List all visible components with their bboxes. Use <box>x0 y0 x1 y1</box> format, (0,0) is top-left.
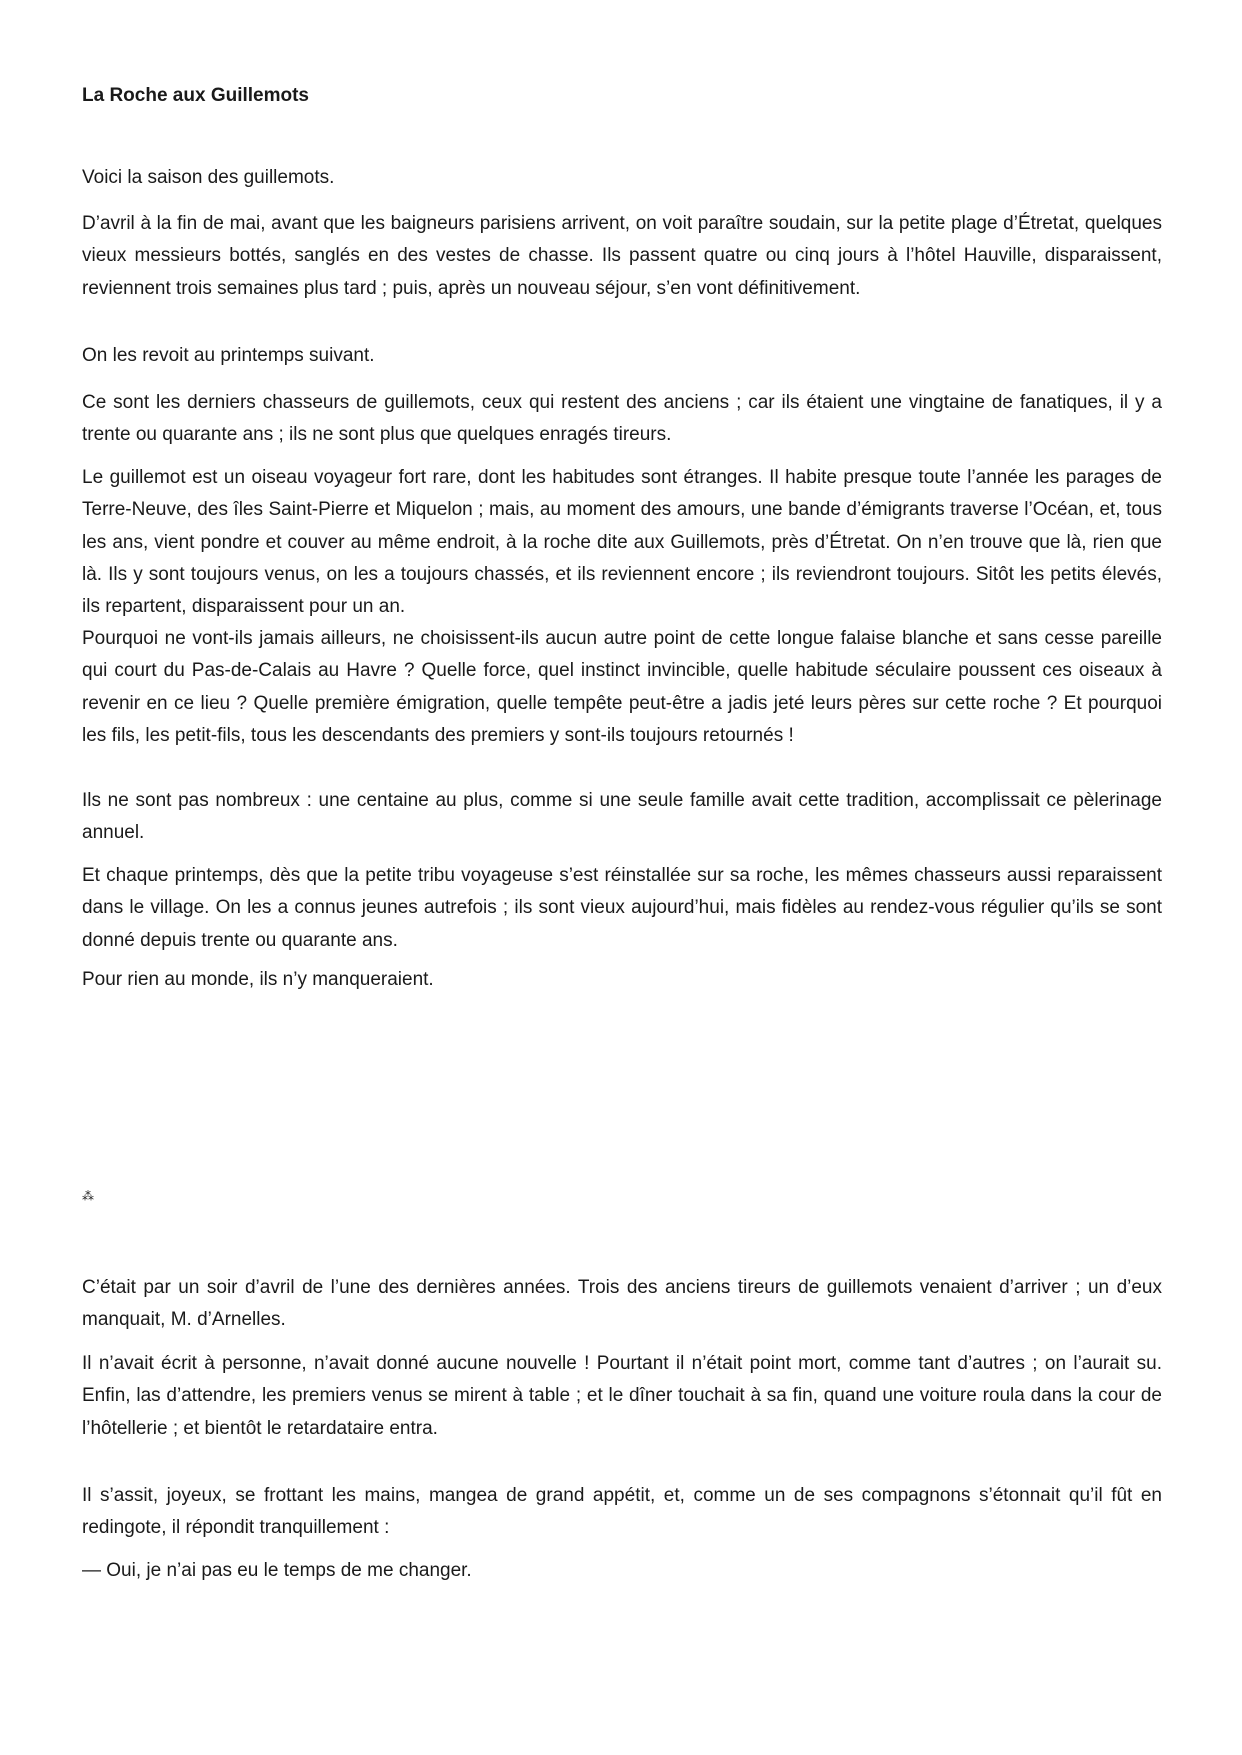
paragraph: Pourquoi ne vont-ils jamais ailleurs, ne choisissent-ils aucun autre point de cette longue falaise blanche et sans cesse pareille qui court du Pas-de-Calais au Havre ? Quelle force, quel instinct invincible, quelle habitude séculaire poussent ces oiseaux à revenir en ce lieu ? Quelle première émigration, quelle tempête peut-être a jadis jeté leurs pères sur cette roche ? Et pourquoi les fils, les petit-fils, tous les descendants des premiers y sont-ils toujours retournés ! <box>82 628 1162 746</box>
document-title: La Roche aux Guillemots <box>82 85 309 106</box>
paragraph: Ce sont les derniers chasseurs de guillemots, ceux qui restent des anciens ; car ils étaient une vingtaine de fanatiques, il y a trente ou quarante ans ; ils ne sont plus que quelques enragés tireurs. <box>82 392 1162 446</box>
paragraph: Ils ne sont pas nombreux : une centaine au plus, comme si une seule famille avait cette tradition, accomplissait ce pèlerinage annuel. <box>82 790 1162 844</box>
paragraph: Le guillemot est un oiseau voyageur fort rare, dont les habitudes sont étranges. Il habite presque toute l’année les parages de Terre-Neuve, des îles Saint-Pierre et Miquelon ; mais, au moment des amours, une bande d’émigrants traverse l’Océan, et, tous les ans, vient pondre et couver au même endroit, à la roche dite aux Guillemots, près d’Étretat. On n’en trouve que là, rien que là. Ils y sont toujours venus, on les a toujours chassés, et ils reviennent encore ; ils reviendront toujours. Sitôt les petits élevés, ils repartent, disparaissent pour un an. <box>82 467 1162 618</box>
paragraph: Il s’assit, joyeux, se frottant les mains, mangea de grand appétit, et, comme un de ses compagnons s’étonnait qu’il fût en redingote, il répondit tranquillement : <box>82 1485 1162 1539</box>
paragraph: D’avril à la fin de mai, avant que les baigneurs parisiens arrivent, on voit paraître soudain, sur la petite plage d’Étretat, quelques vieux messieurs bottés, sanglés en des vestes de chasse. Ils passent quatre ou cinq jours à l’hôtel Hauville, disparaissent, reviennent trois semaines plus tard ; puis, après un nouveau séjour, s’en vont définitivement. <box>82 213 1162 299</box>
paragraph: Voici la saison des guillemots. <box>82 167 335 188</box>
section-separator: ⁂ <box>82 1189 94 1203</box>
paragraph: On les revoit au printemps suivant. <box>82 345 375 366</box>
paragraph: Et chaque printemps, dès que la petite tribu voyageuse s’est réinstallée sur sa roche, les mêmes chasseurs aussi reparaissent dans le village. On les a connus jeunes autrefois ; ils sont vieux aujourd’hui, mais fidèles au rendez-vous régulier qu’ils se sont donné depuis trente ou quarante ans. <box>82 865 1162 951</box>
paragraph: C’était par un soir d’avril de l’une des dernières années. Trois des anciens tireurs de guillemots venaient d’arriver ; un d’eux manquait, M. d’Arnelles. <box>82 1277 1162 1331</box>
paragraph: Pour rien au monde, ils n’y manqueraient. <box>82 969 434 990</box>
paragraph: — Oui, je n’ai pas eu le temps de me changer. <box>82 1560 472 1581</box>
paragraph: Il n’avait écrit à personne, n’avait donné aucune nouvelle ! Pourtant il n’était point mort, comme tant d’autres ; on l’aurait su. Enfin, las d’attendre, les premiers venus se mirent à table ; et le dîner touchait à sa fin, quand une voiture roula dans la cour de l’hôtellerie ; et bientôt le retardataire entra. <box>82 1353 1162 1439</box>
